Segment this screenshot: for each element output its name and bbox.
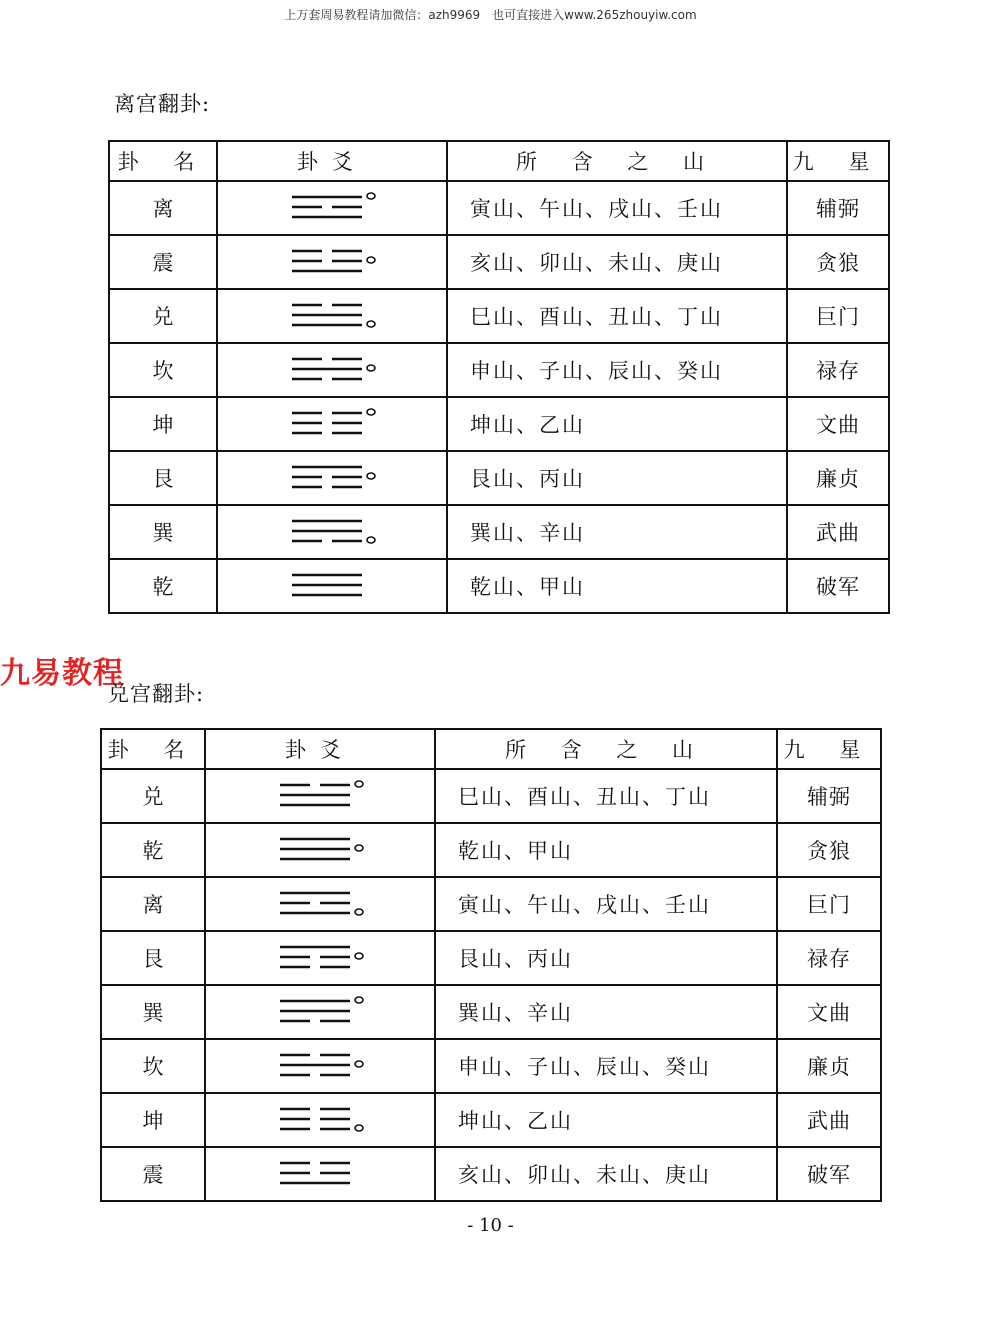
star-cell: 廉贞 [777, 1039, 881, 1093]
changing-yao-mark [355, 845, 363, 851]
trigram-wrap [218, 515, 446, 549]
trigram-icon [270, 833, 370, 867]
star-cell: 巨门 [787, 289, 889, 343]
table-row [101, 769, 881, 823]
changing-yao-mark [367, 365, 375, 371]
gua-name: 坤 [109, 397, 217, 451]
table-row [109, 289, 889, 343]
table-header-row [109, 141, 889, 181]
star-cell: 巨门 [777, 877, 881, 931]
trigram-wrap [206, 1103, 434, 1137]
changing-yao-mark [367, 409, 375, 415]
table-row [109, 235, 889, 289]
star-cell: 贪狼 [777, 823, 881, 877]
star-cell: 贪狼 [787, 235, 889, 289]
trigram-icon [270, 779, 370, 813]
changing-yao-mark [367, 321, 375, 327]
gua-name: 震 [101, 1147, 205, 1201]
star-cell: 禄存 [787, 343, 889, 397]
trigram-wrap [218, 569, 446, 603]
table-row [101, 877, 881, 931]
mountains-cell: 巽山、辛山 [435, 985, 777, 1039]
changing-yao-mark [355, 909, 363, 915]
star-cell: 文曲 [777, 985, 881, 1039]
table-header-row [101, 729, 881, 769]
table-row [109, 505, 889, 559]
trigram-wrap [206, 833, 434, 867]
trigram-icon [270, 1049, 370, 1083]
star-cell: 武曲 [777, 1093, 881, 1147]
mountains-cell: 申山、子山、辰山、癸山 [435, 1039, 777, 1093]
table-row [109, 181, 889, 235]
mountains-cell: 巽山、辛山 [447, 505, 787, 559]
table-row [101, 931, 881, 985]
trigram-wrap [218, 299, 446, 333]
trigram-icon [270, 941, 370, 975]
trigram-wrap [206, 887, 434, 921]
table-row [109, 559, 889, 613]
star-cell: 辅弼 [777, 769, 881, 823]
trigram-wrap [206, 1157, 434, 1191]
mountains-cell: 寅山、午山、戌山、壬山 [447, 181, 787, 235]
trigram-wrap [206, 779, 434, 813]
table-row [101, 1093, 881, 1147]
mountains-cell: 寅山、午山、戌山、壬山 [435, 877, 777, 931]
table-row [109, 397, 889, 451]
trigram-wrap [206, 941, 434, 975]
gua-name: 巽 [101, 985, 205, 1039]
gua-yao-cell [217, 181, 447, 235]
gua-table-li [108, 140, 890, 614]
table-row [101, 1147, 881, 1201]
mountains-cell: 申山、子山、辰山、癸山 [447, 343, 787, 397]
header-mountains: 所 含 之 山 [435, 729, 777, 769]
star-cell: 破军 [787, 559, 889, 613]
gua-name: 巽 [109, 505, 217, 559]
changing-yao-mark [355, 1125, 363, 1131]
gua-yao-cell [205, 877, 435, 931]
trigram-wrap [218, 407, 446, 441]
page-number: - 10 - [467, 1215, 514, 1236]
gua-name: 坤 [101, 1093, 205, 1147]
gua-name: 离 [101, 877, 205, 931]
header-star: 九 星 [777, 729, 881, 769]
changing-yao-mark [367, 473, 375, 479]
trigram-wrap [218, 461, 446, 495]
gua-name: 艮 [109, 451, 217, 505]
mountains-cell: 艮山、丙山 [435, 931, 777, 985]
gua-yao-cell [205, 823, 435, 877]
header-note: 上万套周易教程请加微信：azh9969 也可直接进入www.265zhouyiw.com [284, 8, 697, 22]
header-star: 九 星 [787, 141, 889, 181]
gua-yao-cell [217, 451, 447, 505]
gua-yao-cell [205, 931, 435, 985]
changing-yao-mark [367, 537, 375, 543]
trigram-icon [282, 461, 382, 495]
gua-name: 兑 [109, 289, 217, 343]
trigram-icon [270, 1103, 370, 1137]
trigram-wrap [218, 245, 446, 279]
changing-yao-mark [355, 953, 363, 959]
gua-yao-cell [217, 505, 447, 559]
trigram-icon [270, 887, 370, 921]
star-cell: 破军 [777, 1147, 881, 1201]
trigram-icon [282, 299, 382, 333]
gua-name: 离 [109, 181, 217, 235]
header-name: 卦 名 [101, 729, 205, 769]
table-row [101, 823, 881, 877]
star-cell: 辅弼 [787, 181, 889, 235]
trigram-wrap [218, 353, 446, 387]
watermark: 九易教程 [0, 656, 124, 691]
trigram-icon [282, 353, 382, 387]
gua-yao-cell [217, 289, 447, 343]
table-row [101, 1039, 881, 1093]
changing-yao-mark [355, 997, 363, 1003]
star-cell: 廉贞 [787, 451, 889, 505]
changing-yao-mark [367, 193, 375, 199]
table-row [101, 985, 881, 1039]
trigram-icon [282, 407, 382, 441]
mountains-cell: 乾山、甲山 [435, 823, 777, 877]
trigram-wrap [218, 191, 446, 225]
mountains-cell: 亥山、卯山、未山、庚山 [447, 235, 787, 289]
gua-yao-cell [217, 235, 447, 289]
gua-name: 乾 [101, 823, 205, 877]
gua-name: 震 [109, 235, 217, 289]
gua-name: 乾 [109, 559, 217, 613]
changing-yao-mark [355, 781, 363, 787]
gua-name: 坎 [101, 1039, 205, 1093]
trigram-icon [270, 1157, 370, 1191]
changing-yao-mark [367, 257, 375, 263]
star-cell: 禄存 [777, 931, 881, 985]
gua-yao-cell [217, 397, 447, 451]
mountains-cell: 亥山、卯山、未山、庚山 [435, 1147, 777, 1201]
trigram-wrap [206, 995, 434, 1029]
gua-yao-cell [205, 985, 435, 1039]
section-title-li: 离宫翻卦: [114, 92, 211, 116]
gua-name: 兑 [101, 769, 205, 823]
gua-yao-cell [217, 559, 447, 613]
trigram-wrap [206, 1049, 434, 1083]
table-row [109, 343, 889, 397]
table-row [109, 451, 889, 505]
header-yao: 卦爻 [217, 141, 447, 181]
star-cell: 文曲 [787, 397, 889, 451]
gua-name: 艮 [101, 931, 205, 985]
mountains-cell: 坤山、乙山 [447, 397, 787, 451]
gua-yao-cell [205, 1039, 435, 1093]
trigram-icon [282, 569, 382, 603]
gua-yao-cell [205, 1147, 435, 1201]
gua-yao-cell [205, 769, 435, 823]
header-mountains: 所 含 之 山 [447, 141, 787, 181]
gua-name: 坎 [109, 343, 217, 397]
trigram-icon [282, 245, 382, 279]
gua-yao-cell [205, 1093, 435, 1147]
mountains-cell: 乾山、甲山 [447, 559, 787, 613]
gua-table-dui [100, 728, 882, 1202]
trigram-icon [282, 515, 382, 549]
section-title-dui: 兑宫翻卦: [108, 682, 205, 706]
header-yao: 卦爻 [205, 729, 435, 769]
trigram-icon [270, 995, 370, 1029]
header-name: 卦 名 [109, 141, 217, 181]
trigram-icon [282, 191, 382, 225]
star-cell: 武曲 [787, 505, 889, 559]
mountains-cell: 巳山、酉山、丑山、丁山 [435, 769, 777, 823]
gua-yao-cell [217, 343, 447, 397]
mountains-cell: 艮山、丙山 [447, 451, 787, 505]
mountains-cell: 坤山、乙山 [435, 1093, 777, 1147]
changing-yao-mark [355, 1061, 363, 1067]
mountains-cell: 巳山、酉山、丑山、丁山 [447, 289, 787, 343]
